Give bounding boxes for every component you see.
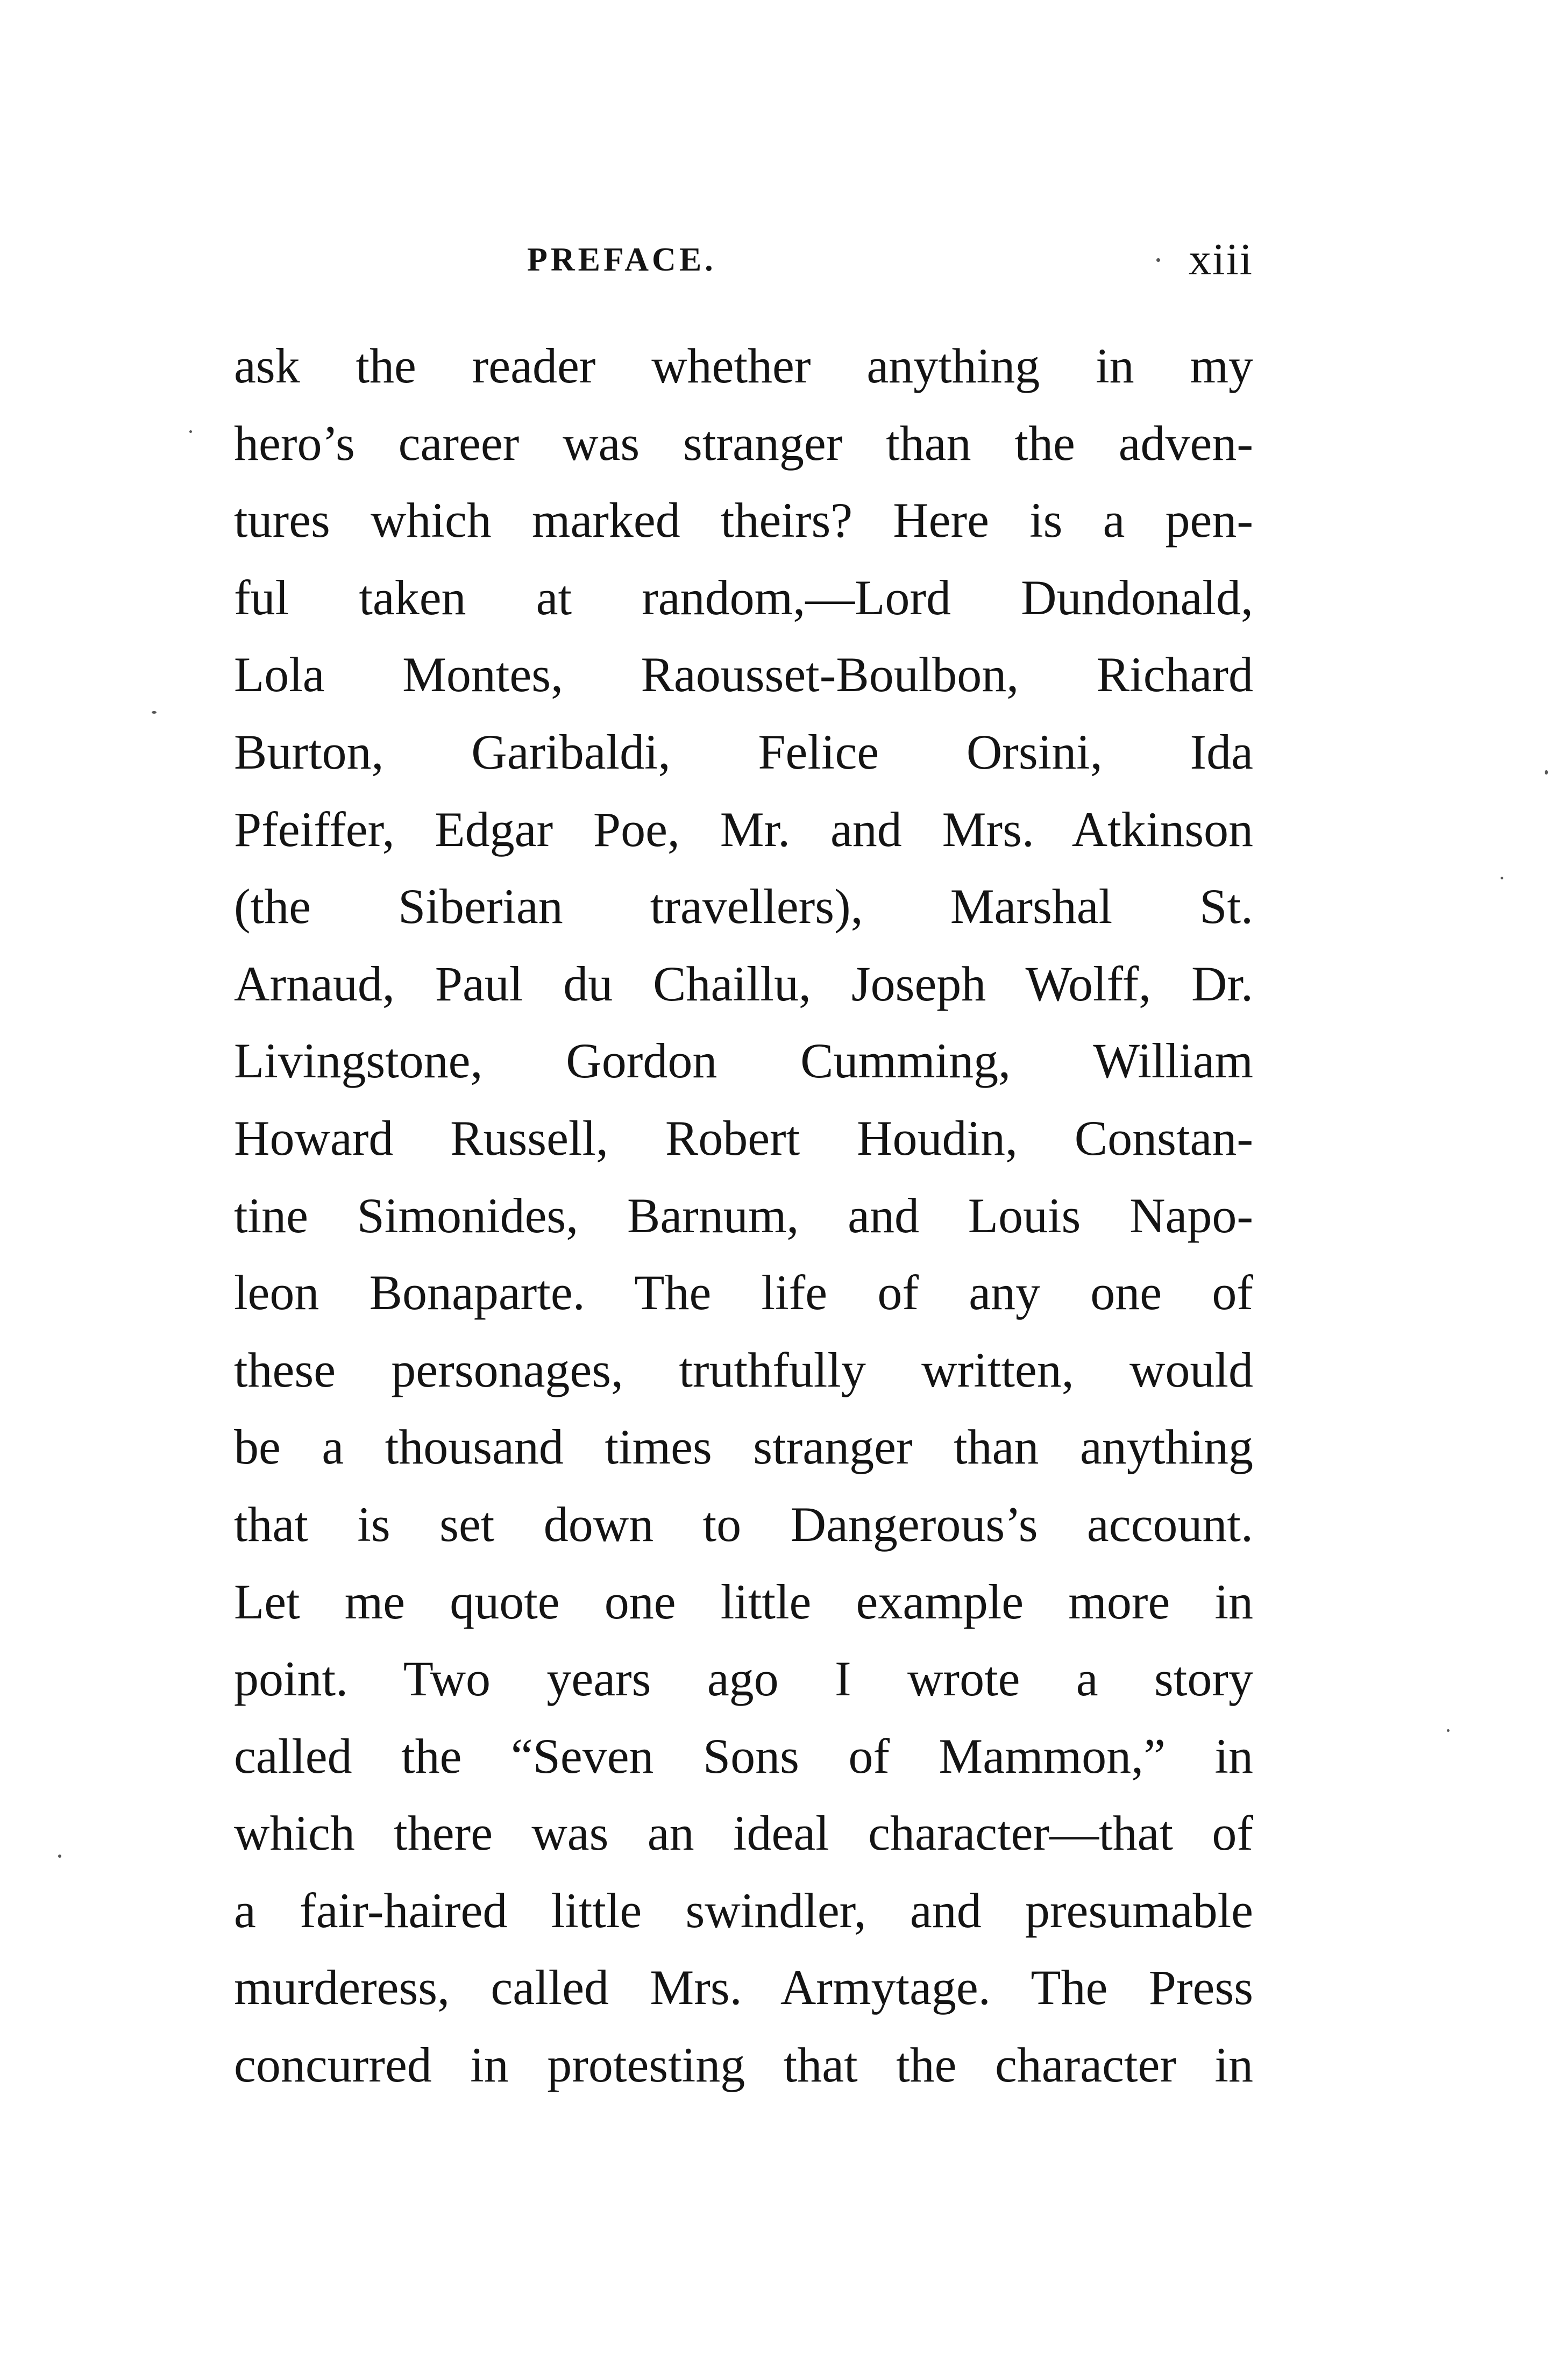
running-head (234, 237, 1253, 296)
text-line: Lola Montes, Raousset-Boulbon, Richard (234, 647, 1253, 702)
print-speck (152, 711, 157, 714)
text-line: (the Siberian travellers), Marshal St. (234, 879, 1253, 934)
text-line: tures which marked theirs? Here is a pen- (234, 493, 1253, 548)
running-title: PREFACE. (527, 241, 716, 278)
text-line: Arnaud, Paul du Chaillu, Joseph Wolff, Dr. (234, 956, 1253, 1011)
text-line: leon Bonaparte. The life of any one of (234, 1265, 1253, 1320)
text-line: murderess, called Mrs. Armytage. The Press (234, 1960, 1253, 2015)
text-line: called the “Seven Sons of Mammon,” in (234, 1728, 1253, 1784)
text-line: Howard Russell, Robert Houdin, Constan- (234, 1110, 1253, 1166)
text-line: point. Two years ago I wrote a story (234, 1651, 1253, 1707)
text-line: which there was an ideal character—that of (234, 1806, 1253, 1861)
print-speck (1545, 770, 1548, 775)
text-line: ful taken at random,—Lord Dundonald, (234, 570, 1253, 625)
print-speck (1447, 1729, 1450, 1732)
text-line: Livingstone, Gordon Cumming, William (234, 1033, 1253, 1089)
text-line: a fair-haired little swindler, and presumable (234, 1882, 1253, 1938)
print-speck (58, 1855, 61, 1858)
text-line: Pfeiffer, Edgar Poe, Mr. and Mrs. Atkinson (234, 801, 1253, 857)
text-line: concurred in protesting that the character in (234, 2037, 1253, 2093)
print-speck (1501, 877, 1503, 879)
text-line: hero’s career was stranger than the adven- (234, 415, 1253, 471)
text-line: ask the reader whether anything in my (234, 338, 1253, 393)
body-text (234, 333, 1253, 2110)
text-line: Let me quote one little example more in (234, 1574, 1253, 1629)
print-speck (1156, 258, 1160, 262)
text-line: be a thousand times stranger than anything (234, 1419, 1253, 1475)
text-line: these personages, truthfully written, would (234, 1342, 1253, 1397)
print-speck (189, 430, 192, 433)
text-line: that is set down to Dangerous’s account. (234, 1496, 1253, 1552)
page-number: xiii (1188, 235, 1253, 285)
text-line: Burton, Garibaldi, Felice Orsini, Ida (234, 724, 1253, 779)
text-line: tine Simonides, Barnum, and Louis Napo- (234, 1188, 1253, 1243)
